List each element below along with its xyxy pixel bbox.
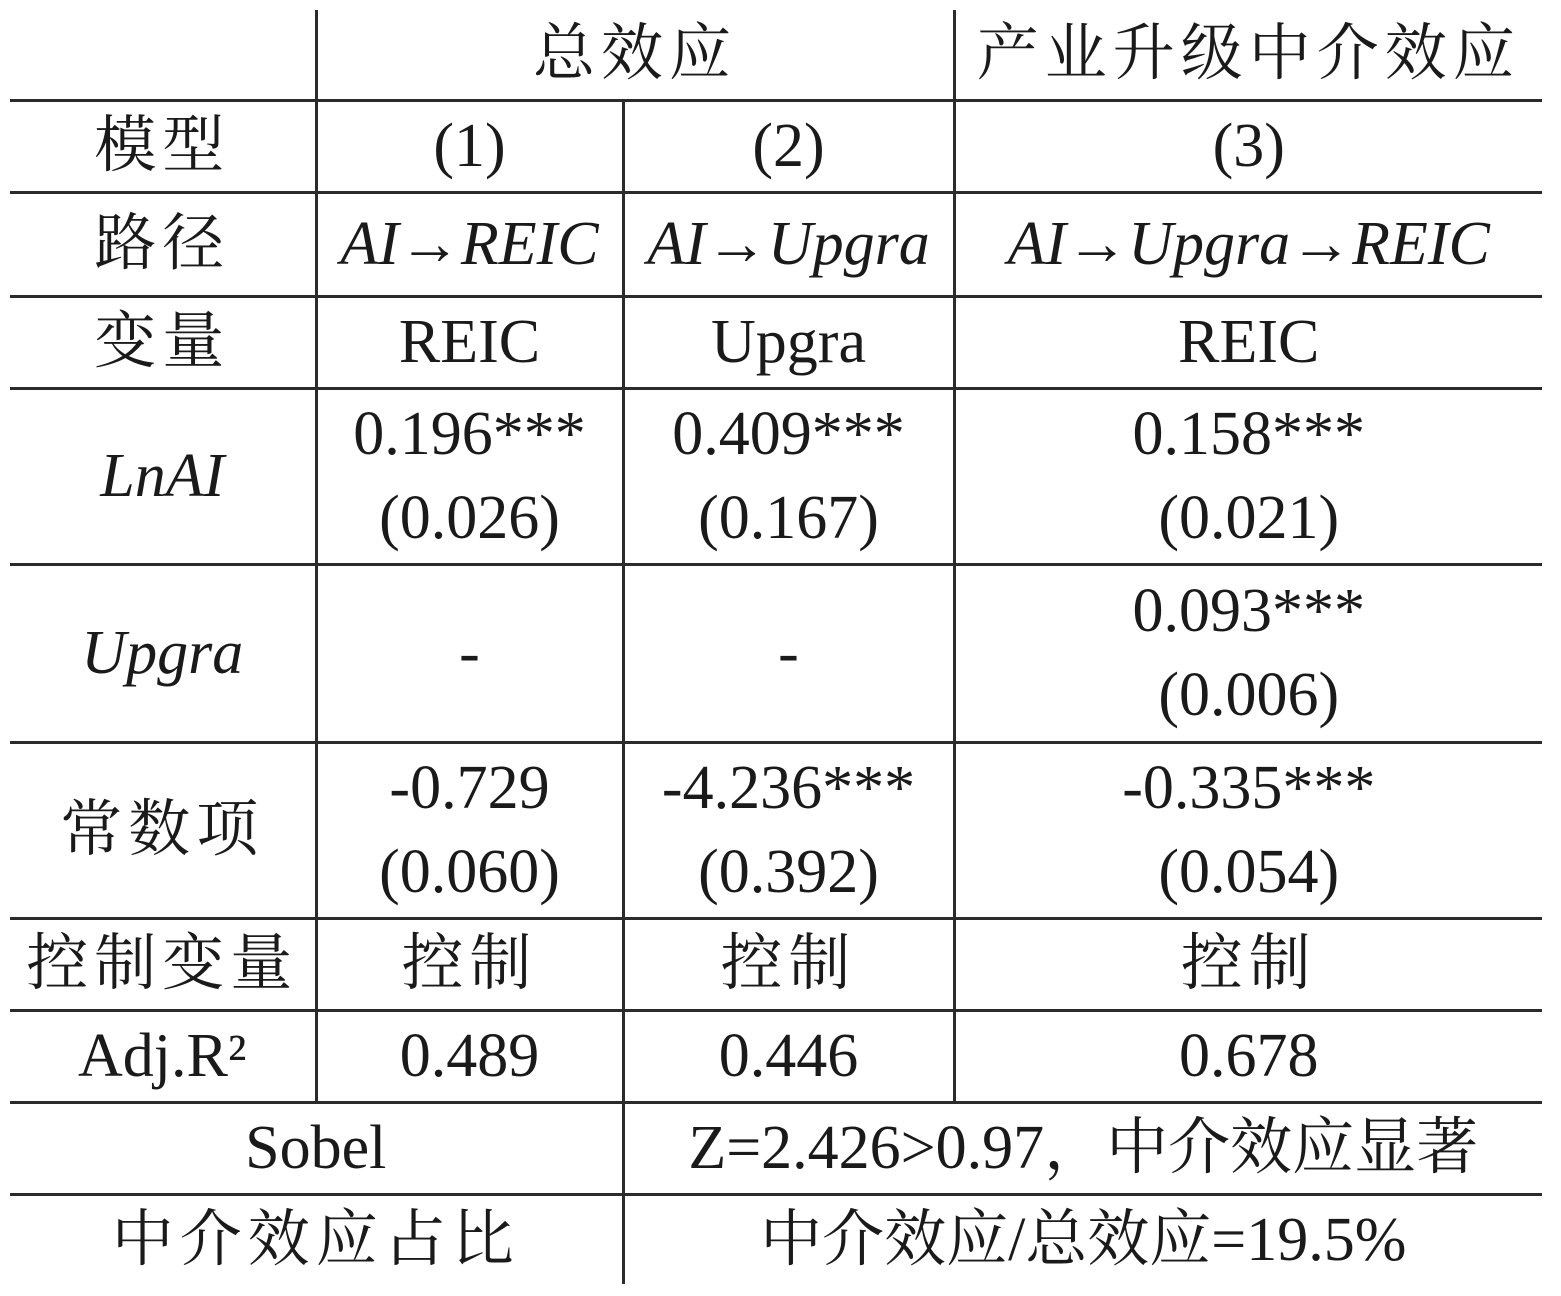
- lnai-se-3: (0.021): [1158, 484, 1340, 552]
- lnai-col-1: [316, 388, 623, 564]
- constant-se-2: (0.392): [698, 838, 879, 906]
- mediation-effect-header: 产业升级中介效应: [954, 10, 1542, 100]
- path-col-2: AI→Upgra: [623, 192, 954, 296]
- constant-col-2: [623, 742, 954, 918]
- path-col-1: AI→REIC: [316, 192, 623, 296]
- variable-col-2: Upgra: [623, 296, 954, 388]
- constant-se-3: (0.054): [1158, 838, 1340, 906]
- upgra-col-3: [954, 564, 1542, 742]
- adjr2-label: Adj.R²: [10, 1010, 316, 1102]
- header-row: [10, 10, 1542, 100]
- upgra-row: [10, 564, 1542, 742]
- constant-coef-1: -0.729: [389, 754, 550, 822]
- controls-col-1: 控制: [316, 918, 623, 1010]
- model-col-3: (3): [954, 100, 1542, 192]
- lnai-row: [10, 388, 1542, 564]
- variable-row: [10, 296, 1542, 388]
- upgra-coef-3: 0.093***: [1132, 577, 1366, 645]
- constant-row: [10, 742, 1542, 918]
- adjr2-row: [10, 1010, 1542, 1102]
- lnai-se-1: (0.026): [379, 484, 560, 552]
- adjr2-col-1: 0.489: [316, 1010, 623, 1102]
- controls-label: 控制变量: [10, 918, 316, 1010]
- variable-label: 变量: [10, 296, 316, 388]
- corner-cell: [10, 10, 316, 100]
- lnai-col-3: [954, 388, 1542, 564]
- upgra-se-3: (0.006): [1158, 661, 1340, 729]
- controls-col-3: 控制: [954, 918, 1542, 1010]
- controls-col-2: 控制: [623, 918, 954, 1010]
- model-col-2: (2): [623, 100, 954, 192]
- upgra-col-2: -: [623, 564, 954, 742]
- sobel-row: [10, 1102, 1542, 1194]
- upgra-col-1: -: [316, 564, 623, 742]
- lnai-col-2: [623, 388, 954, 564]
- variable-col-1: REIC: [316, 296, 623, 388]
- constant-coef-2: -4.236***: [661, 754, 916, 822]
- upgra-label: Upgra: [10, 564, 316, 742]
- controls-row: [10, 918, 1542, 1010]
- regression-results-table: [10, 10, 1542, 1284]
- model-label: 模型: [10, 100, 316, 192]
- sobel-label: Sobel: [10, 1102, 623, 1194]
- path-col-3: AI→Upgra→REIC: [954, 192, 1542, 296]
- lnai-coef-2: 0.409***: [672, 400, 905, 468]
- share-label: 中介效应占比: [10, 1194, 623, 1284]
- sobel-value: Z=2.426>0.97，中介效应显著: [623, 1102, 1542, 1194]
- adjr2-col-2: 0.446: [623, 1010, 954, 1102]
- lnai-se-2: (0.167): [698, 484, 879, 552]
- constant-label: 常数项: [10, 742, 316, 918]
- share-value: 中介效应/总效应=19.5%: [623, 1194, 1542, 1284]
- lnai-coef-1: 0.196***: [353, 400, 586, 468]
- path-row: [10, 192, 1542, 296]
- path-label: 路径: [10, 192, 316, 296]
- constant-se-1: (0.060): [379, 838, 560, 906]
- adjr2-col-3: 0.678: [954, 1010, 1542, 1102]
- model-col-1: (1): [316, 100, 623, 192]
- variable-col-3: REIC: [954, 296, 1542, 388]
- total-effect-header: 总效应: [316, 10, 954, 100]
- share-row: [10, 1194, 1542, 1284]
- constant-coef-3: -0.335***: [1122, 754, 1376, 822]
- lnai-coef-3: 0.158***: [1132, 400, 1366, 468]
- lnai-label: LnAI: [10, 388, 316, 564]
- model-row: [10, 100, 1542, 192]
- constant-col-1: [316, 742, 623, 918]
- constant-col-3: [954, 742, 1542, 918]
